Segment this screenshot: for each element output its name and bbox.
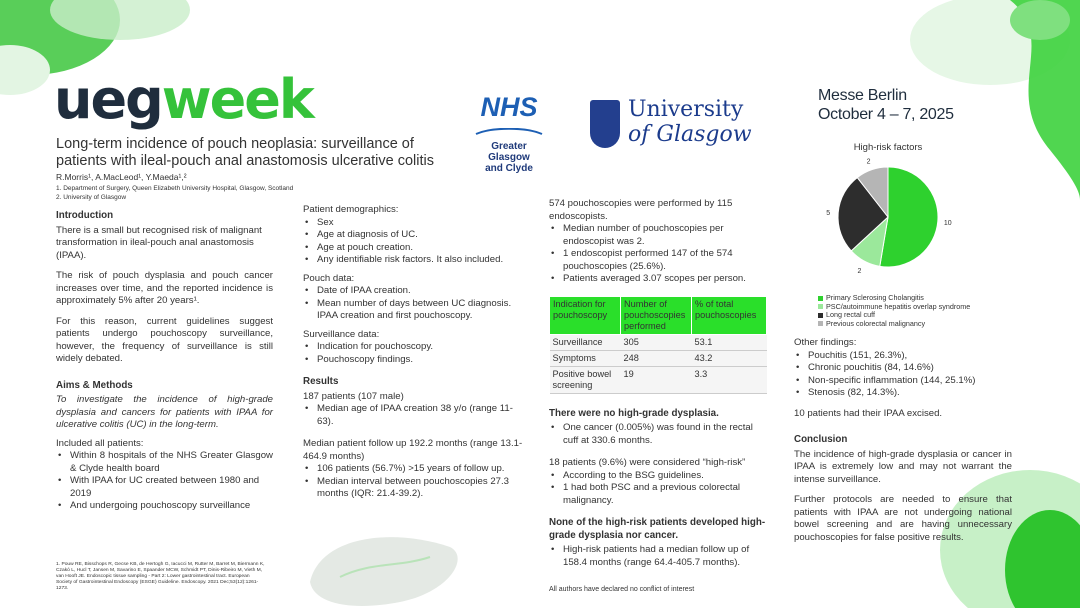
nhs-line1: Greater Glasgow: [488, 141, 530, 163]
column-methods-results: [303, 204, 523, 507]
list-item: • Any identifiable risk factors. It also included.: [317, 254, 523, 267]
glasgow-line1: University: [628, 97, 744, 122]
list-item: • Median number of pouchoscopies per endoscopist was 2.: [563, 223, 769, 248]
list-item: • Indication for pouchoscopy.: [317, 341, 523, 354]
scopes-intro: 574 pouchoscopies were performed by 115 endoscopists.: [549, 198, 733, 222]
intro-p3: For this reason, current guidelines suggest patients undergo pouchoscopy surveillance, however, the frequency of surveillance is still widely debated.: [56, 315, 273, 364]
pouch-list: [303, 285, 523, 323]
logo-week-text: week: [161, 68, 313, 131]
results-line2: Median patient follow up 192.2 months (range 13.1-464.9 months): [303, 438, 523, 462]
table-cell: Surveillance: [550, 334, 621, 350]
table-cell: 53.1: [692, 334, 767, 350]
list-item: • Within 8 hospitals of the NHS Greater Glasgow & Clyde health board: [70, 450, 273, 475]
nhs-mark: NHS: [480, 92, 538, 122]
nhs-line2: and Clyde: [485, 163, 533, 174]
decoration-liver-illustration: [300, 522, 470, 608]
column-intro: [56, 210, 273, 519]
event-venue: Messe Berlin: [818, 87, 907, 104]
legend-label: Long rectal cuff: [826, 310, 876, 319]
list-item: • According to the BSG guidelines.: [563, 470, 769, 483]
conflict-of-interest: All authors have declared no conflict of interest: [549, 586, 695, 593]
demographics-list: [303, 217, 523, 267]
nhs-wave-icon: [472, 128, 546, 136]
aims-heading: Aims & Methods: [56, 379, 133, 391]
list-item: • Pouchoscopy findings.: [317, 354, 523, 367]
list-item: • Median interval between pouchoscopies 27.3 months (IQR: 21.4-39.2).: [317, 476, 523, 501]
chart-title: High-risk factors: [853, 142, 923, 153]
list-item: • Date of IPAA creation.: [317, 285, 523, 298]
table-row: [550, 334, 767, 350]
none-heading: None of the high-risk patients developed high-grade dysplasia nor cancer.: [549, 517, 766, 541]
scopes-list: [549, 223, 769, 286]
affiliation-2: 2. University of Glasgow: [56, 194, 127, 201]
affiliation-1: 1. Department of Surgery, Queen Elizabeth University Hospital, Glasgow, Scotland: [56, 185, 294, 192]
indication-table: [549, 296, 767, 394]
ueg-week-logo: [54, 70, 313, 130]
legend-label: Primary Sclerosing Cholangitis: [826, 293, 924, 302]
event-info: [818, 86, 954, 124]
table-cell: 305: [621, 334, 692, 350]
table-cell: Symptoms: [550, 350, 621, 366]
chart-legend: [818, 294, 970, 328]
included-label: Included all patients:: [56, 437, 144, 449]
high-risk-chart: [800, 140, 976, 290]
list-item: • Pouchitis (151, 26.3%),: [808, 350, 1012, 363]
table-cell: 19: [621, 366, 692, 393]
no-dysplasia-list: [549, 422, 769, 447]
list-item: • Non-specific inflammation (144, 25.1%): [808, 375, 1012, 388]
aims-text: To investigate the incidence of high-grade dysplasia and cancers for patients with IPAA for ulcerative colitis (UC) in the long-term.: [56, 394, 273, 430]
results-heading: Results: [303, 376, 339, 387]
no-dysplasia-heading: There were no high-grade dysplasia.: [549, 407, 719, 419]
intro-heading: Introduction: [56, 210, 114, 221]
glasgow-line2: of Glasgow: [628, 122, 752, 147]
table-header: Number of pouchoscopies performed: [621, 296, 692, 334]
list-item: • Sex: [317, 217, 523, 230]
other-label: Other findings:: [794, 337, 857, 348]
pie-data-label: 2: [866, 158, 871, 166]
table-header-row: [550, 296, 767, 334]
legend-label: PSC/autoimmune hepatitis overlap syndrome: [826, 301, 971, 311]
list-item: • 1 had both PSC and a previous colorectal malignancy.: [563, 482, 769, 507]
list-item: • Stenosis (82, 14.3%).: [808, 387, 1012, 400]
results-list1: [303, 403, 523, 428]
conclusion-p1: The incidence of high-grade dysplasia or cancer in IPAA is extremely low and may not warrant the intense surveillance.: [794, 448, 1012, 485]
surveillance-list: [303, 341, 523, 366]
column-scopes: [549, 198, 769, 575]
table-row: [550, 350, 767, 366]
conclusion-p2: Further protocols are needed to ensure that patients with IPAA are not undergoing national bowel screening and are having unnecessary pouchoscopies for false positive results.: [794, 494, 1012, 543]
surveillance-label: Surveillance data:: [303, 328, 380, 340]
list-item: • With IPAA for UC created between 1980 and 2019: [70, 475, 273, 500]
list-item: • 106 patients (56.7%) >15 years of follow up.: [317, 463, 523, 476]
conclusion-heading: Conclusion: [794, 434, 848, 445]
list-item: • Chronic pouchitis (84, 14.6%): [808, 362, 1012, 375]
list-item: • Patients averaged 3.07 scopes per person.: [563, 273, 769, 286]
list-item: • Age at diagnosis of UC.: [317, 229, 523, 242]
table-header: Indication for pouchoscopy: [550, 296, 621, 334]
none-list: [549, 544, 769, 569]
excised-text: 10 patients had their IPAA excised.: [794, 407, 943, 419]
list-item: • 1 endoscopist performed 147 of the 574 pouchoscopies (25.6%).: [563, 248, 769, 273]
table-cell: 3.3: [692, 366, 767, 393]
list-item: • High-risk patients had a median follow up of 158.4 months (range 64.4-405.7 months).: [563, 544, 769, 569]
table-cell: Positive bowel screening: [550, 366, 621, 393]
legend-label: Previous colorectal malignancy: [826, 318, 926, 328]
list-item: • Age at pouch creation.: [317, 242, 523, 255]
demographics-label: Patient demographics:: [303, 204, 399, 215]
pouch-label: Pouch data:: [303, 272, 355, 284]
pie-chart-svg: [800, 140, 976, 290]
other-list: [794, 350, 1012, 400]
table-cell: 43.2: [692, 350, 767, 366]
table-header: % of total pouchoscopies: [692, 296, 767, 334]
nhs-logo: [472, 92, 546, 174]
high-risk-line: 18 patients (9.6%) were considered “high-risk”: [549, 457, 746, 468]
glasgow-crest-icon: [590, 100, 620, 148]
poster-title: Long-term incidence of pouch neoplasia: surveillance of patients with ileal-pouch anal anastomosis ulcerative colitis: [56, 136, 434, 169]
intro-p1: There is a small but recognised risk of malignant transformation in ileal-pouch anal anastomosis (IPAA).: [56, 224, 262, 261]
results-line1: 187 patients (107 male): [303, 390, 404, 402]
authors: R.Morris¹, A.MacLeod¹, Y.Maeda¹,²: [56, 172, 187, 182]
event-dates: October 4 – 7, 2025: [818, 106, 954, 123]
legend-item: [818, 320, 970, 329]
intro-p2: The risk of pouch dysplasia and pouch cancer increases over time, and the reported incidence is approximately 5% after 20 years¹.: [56, 270, 273, 306]
reference: 1. Pouw RE, Bisschops R, Gecse KB, de Hertogh G, Iacucci M, Rutter M, Barret M, Biermann K, Czakó L, Hucl T, Jansen M, Savarino E, Spaander MCW, Schmidt PT, Dinis-Ribeiro M, Vieth M, van Hooft JE. Endoscopic tissue sampling - Part 2: Lower gastrointestinal tract. European Society of Gastrointestinal Endoscopy (ESGE) Guideline. Endoscopy. 2021 Dec;53(12):1261-1273.: [56, 562, 265, 591]
high-risk-list: [549, 470, 769, 508]
list-item: • Median age of IPAA creation 38 y/o (range 11-63).: [317, 403, 523, 428]
list-item: • And undergoing pouchoscopy surveillance: [70, 500, 273, 513]
list-item: • One cancer (0.005%) was found in the rectal cuff at 330.6 months.: [563, 422, 769, 447]
pie-data-label: 5: [826, 210, 831, 218]
list-item: • Mean number of days between UC diagnosis. IPAA creation and first pouchoscopy.: [317, 298, 523, 323]
table-cell: 248: [621, 350, 692, 366]
affiliations: [56, 184, 293, 202]
pie-data-label: 10: [943, 219, 952, 227]
column-findings: [794, 337, 1012, 552]
included-list: [56, 450, 273, 513]
table-row: [550, 366, 767, 393]
logo-ueg-text: ueg: [54, 68, 162, 131]
results-list2: [303, 463, 523, 501]
pie-data-label: 2: [857, 267, 862, 275]
